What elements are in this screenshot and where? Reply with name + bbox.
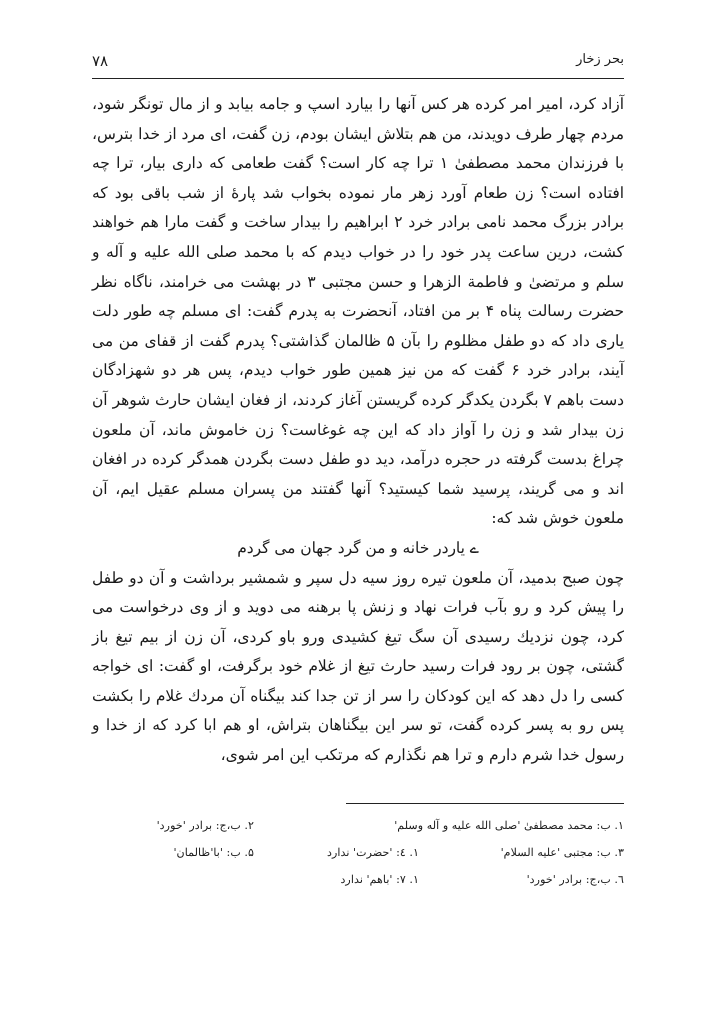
footnote: ٦. ب،ج: برادر 'خورد' — [526, 873, 624, 886]
page-number: ۷۸ — [92, 52, 109, 70]
paragraph: چون صبح بدمید، آن ملعون تیره روز سیه دل سپر و شمشیر برداشت و آن دو طفل را پیش کرد و رو بآب فرات نهاد و زنش پا برهنه می دوید و از وی درخواست می کرد، چون نزدیك رسیدی آن سگ تیغ کشیدی ورو باو کردی، آن زن از بیم تیغ باز گشتی، چون بر رود فرات رسید حارث تیغ از غلام خود برگرفت، او گفت: ای خواجه کسی را دل دهد که این کودکان را سر از تن جدا کند بیگناه آن مردك غلام را بکشت پس رو به پسر کرده گفت، تو سر این بیگناهان بتراش، او هم ابا کرد که از خدا و رسول خدا شرم دارم و ترا هم نگذارم که مرتکب این امر شوی، — [92, 568, 624, 765]
footnote: ۱. ب: محمد مصطفیٰ 'صلی الله علیه و آله وسلم' — [394, 819, 624, 832]
footnote: ۲. ب،ج: برادر 'خورد' — [156, 819, 254, 832]
footnotes — [92, 812, 624, 893]
running-title: بحر زخار — [576, 52, 624, 67]
verse-line: ے یاردر خانه و من گرد جهان می گردم — [237, 538, 479, 557]
footnote: ۱. ٤: 'حضرت' ندارد — [327, 846, 419, 859]
footnote: ۱. ۷: 'باهم' ندارد — [340, 873, 419, 886]
header-rule — [92, 78, 624, 79]
footnote: ۵. ب: 'با'ظالمان' — [173, 846, 254, 859]
footnote-row — [92, 866, 624, 893]
page-header — [92, 52, 624, 74]
footnote-row — [92, 839, 624, 866]
footnote-row — [92, 812, 624, 839]
footnote-rule — [346, 803, 624, 804]
footnote: ۳. ب: مجتبی 'علیه السلام' — [500, 846, 624, 859]
body-text — [92, 90, 624, 771]
paragraph: آزاد کرد، امیر امر کرده هر کس آنها را بیارد اسپ و جامه بیابد و از مال تونگر شود، مردم چهار طرف دویدند، من هم بتلاش ایشان بودم، زن گفت، ای مرد از خدا بترس، با فرزندان محمد مصطفیٰ ۱ ترا چه کار است؟ گفت طعامی که داری بیار، ترا چه افتاده است؟ زن طعام آورد زهر مار نموده بخواب شد پارهٔ از شب باقی بود که برادر بزرگ محمد نامی برادر خرد ۲ ابراهیم را بیدار ساخت و گفت مارا هم خواهند کشت، درین ساعت پدر خود را در خواب دیدم که با محمد صلی الله علیه و آله و سلم و مرتضیٰ و فاطمة الزهرا و حسن مجتبی ۳ در بهشت می خرامند، ناگاه نظر حضرت رسالت پناه ۴ بر من افتاد، آنحضرت به پدرم گفت: ای مسلم چه طور دلت یاری داد که دو طفل مظلوم را بآن ۵ ظالمان گذاشتی؟ پدرم گفت از قفای من می آیند، برادر خرد ۶ گفت که من نیز همین طور خواب دیدم، پس هر دو شهزادگان دست باهم ۷ بگردن یکدگر کرده گریستن آغاز کردند، از فغان ایشان حارث شوهر آن زن بیدار شد و زن را آواز داد که این چه غوغاست؟ زن خاموش ماند، آن ملعون چراغ بدست گرفته در حجره درآمد، دید دو طفل دست بگردن همدگر کرده در افغان اند و می گریند، پرسید شما کیستید؟ آنها گفتند من پسران مسلم عقیل ایم، آن ملعون خوش شد که: — [92, 95, 625, 528]
